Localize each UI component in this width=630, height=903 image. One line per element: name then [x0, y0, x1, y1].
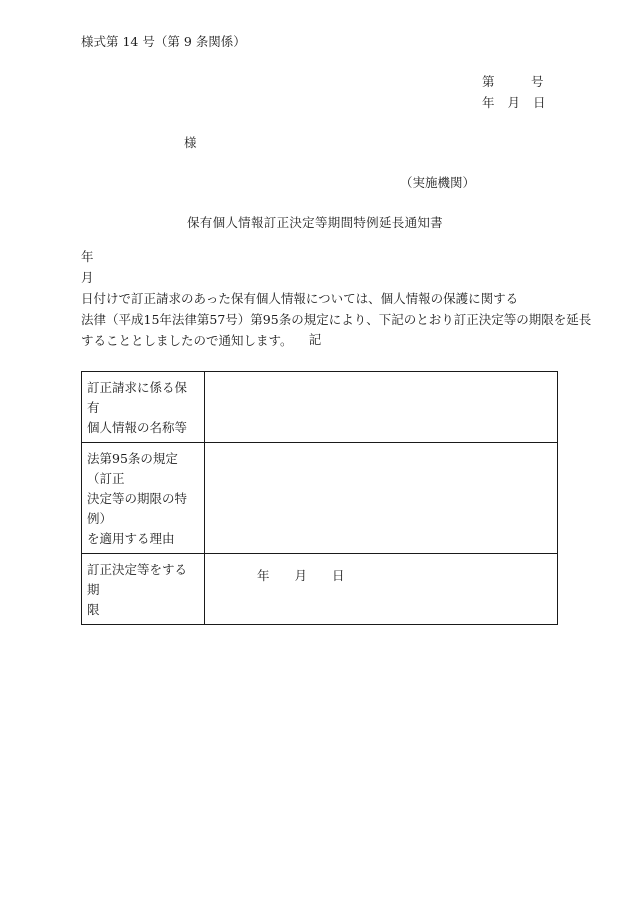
deadline-year: 年	[257, 568, 270, 583]
extension-reason-value	[205, 443, 558, 554]
label-line: を適用する理由	[87, 531, 175, 546]
personal-info-name-value	[205, 372, 558, 443]
request-date-month: 月	[81, 270, 94, 285]
issue-date-year: 年	[482, 95, 495, 110]
document-number-label: 第	[482, 74, 495, 89]
extension-reason-label	[82, 443, 205, 554]
decision-deadline-value	[205, 554, 558, 625]
label-line: 限	[87, 602, 100, 617]
document-number-suffix: 号	[531, 74, 544, 89]
detail-table	[81, 371, 558, 625]
label-line: 個人情報の名称等	[87, 420, 188, 435]
form-number: 様式第 14 号（第 9 条関係）	[81, 34, 246, 49]
document-title: 保有個人情報訂正決定等期間特例延長通知書	[186, 215, 443, 230]
notice-body-line-1	[81, 246, 557, 309]
implementing-agency: （実施機関）	[400, 175, 476, 190]
issue-date-day: 日	[533, 95, 546, 110]
issue-date-month: 月	[507, 95, 521, 110]
table-row	[82, 554, 558, 625]
table-row	[82, 372, 558, 443]
notice-body-line-1-text: 日付けで訂正請求のあった保有個人情報については、個人情報の保護に関する	[81, 291, 519, 306]
ki-heading: 記	[308, 332, 322, 347]
deadline-month: 月	[294, 568, 308, 583]
personal-info-name-label	[82, 372, 205, 443]
notice-body-line-3: することとしましたので通知します。	[81, 333, 293, 348]
label-line: 訂正決定等をする期	[87, 562, 188, 597]
decision-deadline-label	[82, 554, 205, 625]
label-line: 訂正請求に係る保有	[87, 380, 188, 415]
label-line: 決定等の期限の特例）	[87, 491, 188, 526]
deadline-day: 日	[332, 568, 345, 583]
issue-date	[482, 97, 546, 110]
table-row	[82, 443, 558, 554]
addressee-honorific: 様	[184, 135, 197, 150]
label-line: 法第95条の規定（訂正	[87, 451, 178, 486]
notice-body-line-2: 法律（平成15年法律第57号）第95条の規定により、下記のとおり訂正決定等の期限を延長	[81, 312, 592, 327]
request-date-year: 年	[81, 249, 94, 264]
